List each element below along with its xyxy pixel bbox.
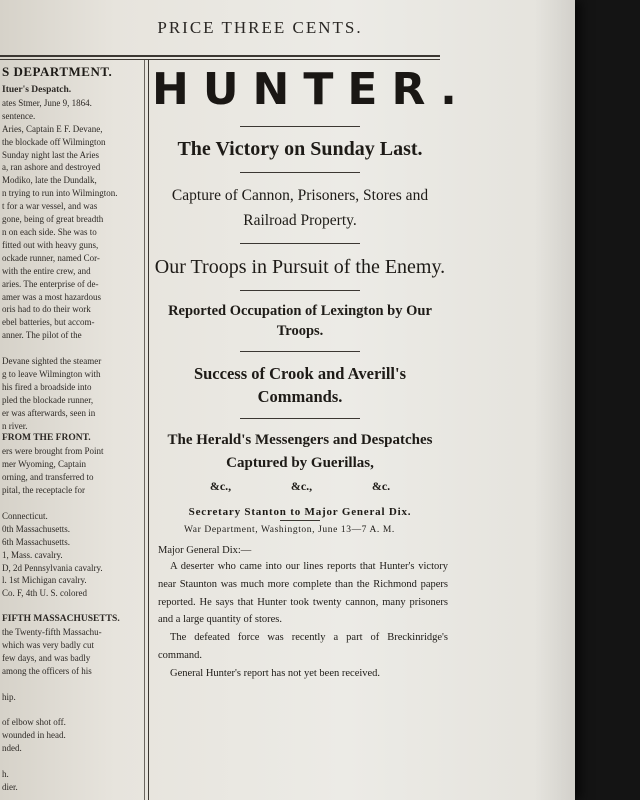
left-column-line: g to leave Wilmington with: [2, 368, 101, 379]
left-column-line: which was very badly cut: [2, 639, 94, 650]
left-column-line: [0, 755, 142, 768]
left-column-line: n trying to run into Wilmington.: [2, 188, 118, 199]
main-column: [150, 62, 471, 683]
left-column-line: gone, being of great breadth: [2, 214, 104, 225]
left-column-line: [0, 678, 142, 691]
divider-rule: [240, 418, 360, 419]
left-column-line: hip.: [2, 691, 16, 702]
despatch-subhead: Secretary Stanton to Major General Dix.: [188, 506, 412, 518]
left-column-line: anner. The pilot of the: [2, 330, 82, 341]
left-column-line: ers were brought from Point: [2, 446, 104, 457]
left-column-line: of elbow shot off.: [2, 717, 66, 728]
left-column-line: mer Wyoming, Captain: [2, 459, 87, 470]
left-column-line: 0th Massachusetts.: [2, 523, 70, 534]
left-column-line: few days, and was badly: [2, 652, 91, 663]
left-column-line: FIFTH MASSACHUSETTS.: [2, 614, 120, 625]
divider-rule: [240, 243, 360, 244]
left-column-line: oris had to do their work: [2, 304, 91, 315]
left-column-line: ates Stmer, June 9, 1864.: [2, 97, 92, 108]
left-column-line: n on each side. She was to: [2, 226, 97, 237]
paragraph: General Hunter's report has not yet been received.: [170, 667, 381, 679]
left-column-line: amer was a most hazardous: [2, 291, 101, 302]
etc-mark: &c.,: [290, 479, 313, 493]
dateline: War Department, Washington, June 13—7 A. M.: [184, 525, 395, 535]
left-column-line: h.: [2, 769, 9, 780]
left-column-line: Co. F, 4th U. S. colored: [2, 588, 88, 599]
headline-lexington: Reported Occupation of Lexington by Our Troops.: [168, 303, 432, 339]
divider-rule: [240, 290, 360, 291]
left-column-text: [0, 84, 142, 794]
left-column-line: 6th Massachusetts.: [2, 536, 70, 547]
divider-rule: [240, 126, 360, 127]
divider-rule: [240, 172, 360, 173]
left-column-line: dier.: [2, 781, 18, 792]
left-column-line: fitted out with heavy guns,: [2, 239, 99, 250]
left-column-line: pital, the receptacle for: [2, 485, 85, 496]
left-column-line: FROM THE FRONT.: [2, 433, 91, 444]
divider-rule: [240, 351, 360, 352]
left-column-line: ebel batteries, but accom-: [2, 317, 95, 328]
etc-row: [180, 479, 420, 494]
left-column-line: pled the blockade runner,: [2, 394, 94, 405]
left-column-line: Sunday night last the Aries: [2, 149, 99, 160]
left-column-line: wounded in head.: [2, 730, 66, 741]
left-column-line: Devane sighted the steamer: [2, 356, 102, 367]
left-column: [0, 64, 142, 794]
headline-capture: Capture of Cannon, Prisoners, Stores and Railroad Property.: [171, 187, 429, 229]
left-column-line: [0, 600, 142, 613]
left-column-line: t for a war vessel, and was: [2, 201, 98, 212]
price-line: PRICE THREE CENTS.: [157, 18, 363, 37]
headline-herald-messengers: The Herald's Messengers and Despatches Captured by Guerillas,: [167, 432, 433, 471]
left-column-line: [0, 342, 142, 355]
left-column-line: er was afterwards, seen in: [2, 407, 96, 418]
left-column-heading: S DEPARTMENT.: [2, 64, 113, 79]
left-column-line: D, 2d Pennsylvania cavalry.: [2, 562, 103, 573]
article-body: [158, 558, 448, 683]
left-column-line: a, ran ashore and destroyed: [2, 162, 101, 173]
masthead-rule-thin: [0, 59, 440, 60]
left-column-line: among the officers of his: [2, 665, 92, 676]
left-column-line: [0, 497, 142, 510]
column-rule-outer: [144, 60, 145, 800]
left-column-line: aries. The enterprise of de-: [2, 278, 99, 289]
left-column-line: his fired a broadside into: [2, 381, 92, 392]
left-column-line: Connecticut.: [2, 510, 48, 521]
paragraph: The defeated force was recently a part of Breckinridge's command.: [158, 632, 448, 661]
headline-victory: The Victory on Sunday Last.: [177, 138, 423, 160]
salutation: Major General Dix:—: [158, 545, 252, 556]
left-column-line: sentence.: [2, 110, 36, 121]
left-column-line: the Twenty-fifth Massachu-: [2, 627, 102, 638]
column-rule: [148, 60, 149, 800]
left-column-line: Modiko, late the Dundalk,: [2, 175, 97, 186]
main-title: HUNTER.: [152, 64, 471, 115]
left-column-line: Ituer's Despatch.: [2, 85, 72, 95]
left-column-line: with the entire crew, and: [2, 265, 91, 276]
left-column-line: ockade runner, named Cor-: [2, 252, 100, 263]
left-column-line: n river.: [2, 420, 28, 431]
short-rule: [280, 520, 320, 521]
masthead-rule: [0, 55, 440, 57]
left-column-line: Aries, Captain E F. Devane,: [2, 123, 103, 134]
left-column-line: the blockade off Wilmington: [2, 136, 106, 147]
etc-mark: &c.,: [209, 479, 232, 493]
left-column-line: l. 1st Michigan cavalry.: [2, 575, 87, 586]
headline-pursuit: Our Troops in Pursuit of the Enemy.: [154, 256, 446, 278]
left-column-line: nded.: [2, 743, 22, 754]
paragraph: A deserter who came into our lines reports that Hunter's victory near Staunton was much more complete than the Richmond papers reported. He says that Hunter took twenty cannon, many prisoners and a large quantity of stores.: [158, 561, 448, 626]
etc-mark: &c.: [371, 479, 391, 493]
left-column-line: orning, and transferred to: [2, 472, 94, 483]
left-column-line: 1, Mass. cavalry.: [2, 549, 63, 560]
left-column-line: [0, 704, 142, 717]
headline-crook-averill: Success of Crook and Averill's Commands.: [193, 364, 407, 406]
